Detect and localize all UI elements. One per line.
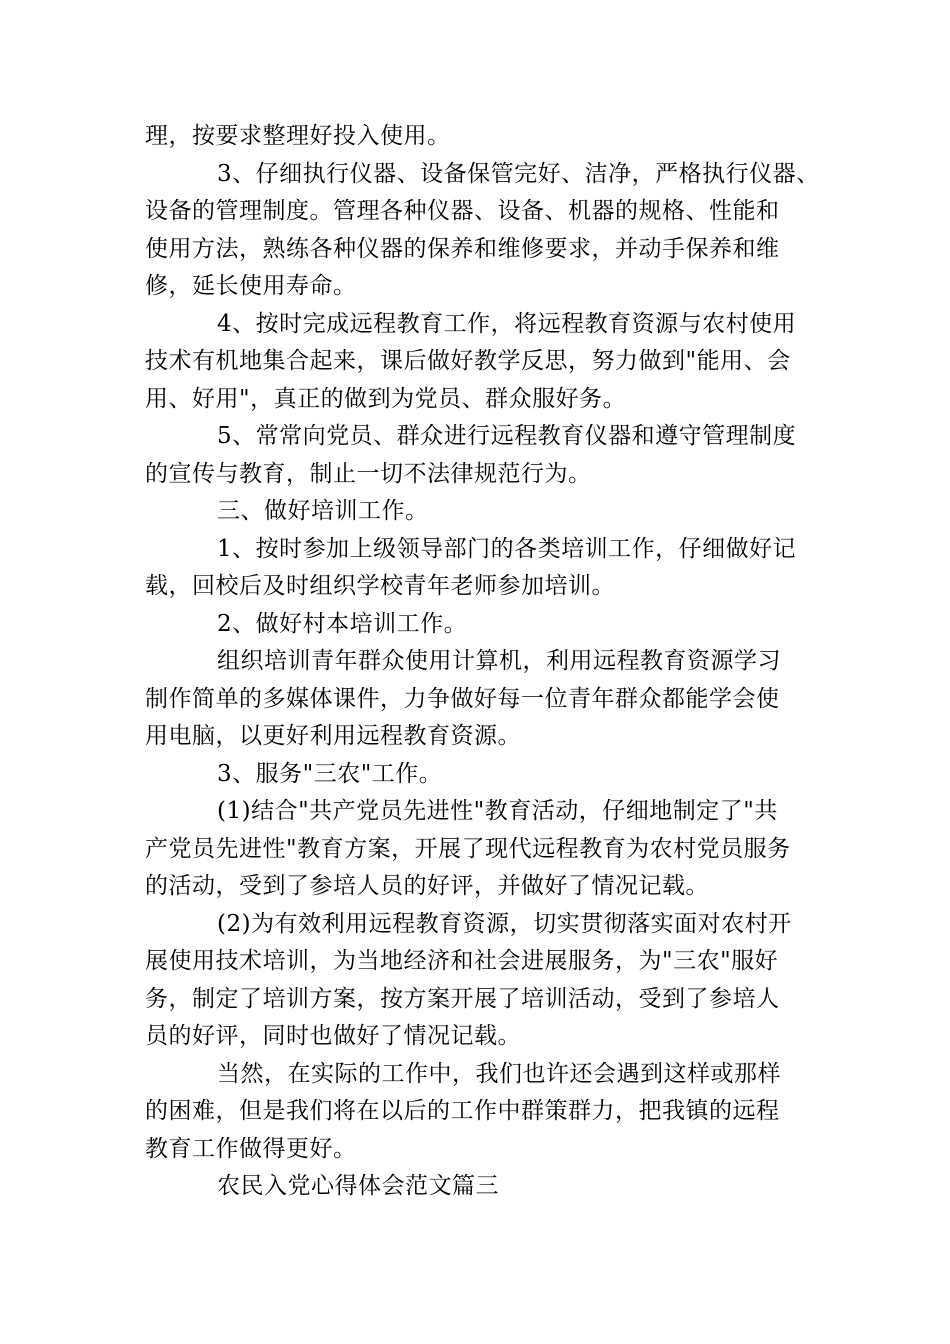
- text-line: 的宣传与教育，制止一切不法律规范行为。: [145, 460, 592, 487]
- text-line: 技术有机地集合起来，课后做好教学反思，努力做到"能用、会: [145, 348, 791, 374]
- text-line: 3、服务"三农"工作。: [217, 760, 443, 787]
- text-line: 使用方法，熟练各种仪器的保养和维修要求，并动手保养和维: [145, 235, 780, 262]
- text-line: 当然，在实际的工作中，我们也许还会遇到这样或那样: [217, 1060, 781, 1087]
- text-line: 制作简单的多媒体课件，力争做好每一位青年群众都能学会使: [145, 685, 780, 712]
- text-line: 三、做好培训工作。: [217, 498, 429, 524]
- document-body: [145, 118, 820, 1206]
- text-line: 组织培训青年群众使用计算机，利用远程教育资源学习: [217, 648, 781, 674]
- text-line: 4、按时完成远程教育工作，将远程教育资源与农村使用: [217, 310, 797, 337]
- text-line: 理，按要求整理好投入使用。: [145, 123, 451, 149]
- text-line: 产党员先进性"教育方案，开展了现代远程教育为农村党员服务: [145, 835, 791, 862]
- text-line: 教育工作做得更好。: [145, 1135, 357, 1162]
- text-line: 员的好评，同时也做好了情况记载。: [145, 1023, 521, 1049]
- text-line: 展使用技术培训，为当地经济和社会进展服务，为"三农"服好: [145, 948, 779, 974]
- text-line: 1、按时参加上级领导部门的各类培训工作，仔细做好记: [217, 535, 797, 562]
- text-line: (1)结合"共产党员先进性"教育活动，仔细地制定了"共: [217, 798, 778, 824]
- text-line: 的困难，但是我们将在以后的工作中群策群力，把我镇的远程: [145, 1098, 780, 1124]
- text-line: 修，延长使用寿命。: [145, 273, 357, 299]
- text-line: 2、做好村本培训工作。: [217, 610, 468, 637]
- text-line: 务，制定了培训方案，按方案开展了培训活动，受到了参培人: [145, 985, 780, 1012]
- text-line: 3、仔细执行仪器、设备保管完好、洁净，严格执行仪器、: [217, 160, 820, 187]
- text-line: 用、好用"，真正的做到为党员、群众服好务。: [145, 385, 627, 412]
- text-line: 设备的管理制度。管理各种仪器、设备、机器的规格、性能和: [145, 198, 780, 224]
- text-line: 载，回校后及时组织学校青年老师参加培训。: [145, 573, 615, 599]
- text-line: 农民入党心得体会范文篇三: [217, 1173, 499, 1199]
- text-line: 的活动，受到了参培人员的好评，并做好了情况记载。: [145, 873, 709, 899]
- text-line: (2)为有效利用远程教育资源，切实贯彻落实面对农村开: [217, 910, 792, 937]
- text-line: 用电脑，以更好利用远程教育资源。: [145, 723, 521, 749]
- text-line: 5、常常向党员、群众进行远程教育仪器和遵守管理制度: [217, 423, 797, 449]
